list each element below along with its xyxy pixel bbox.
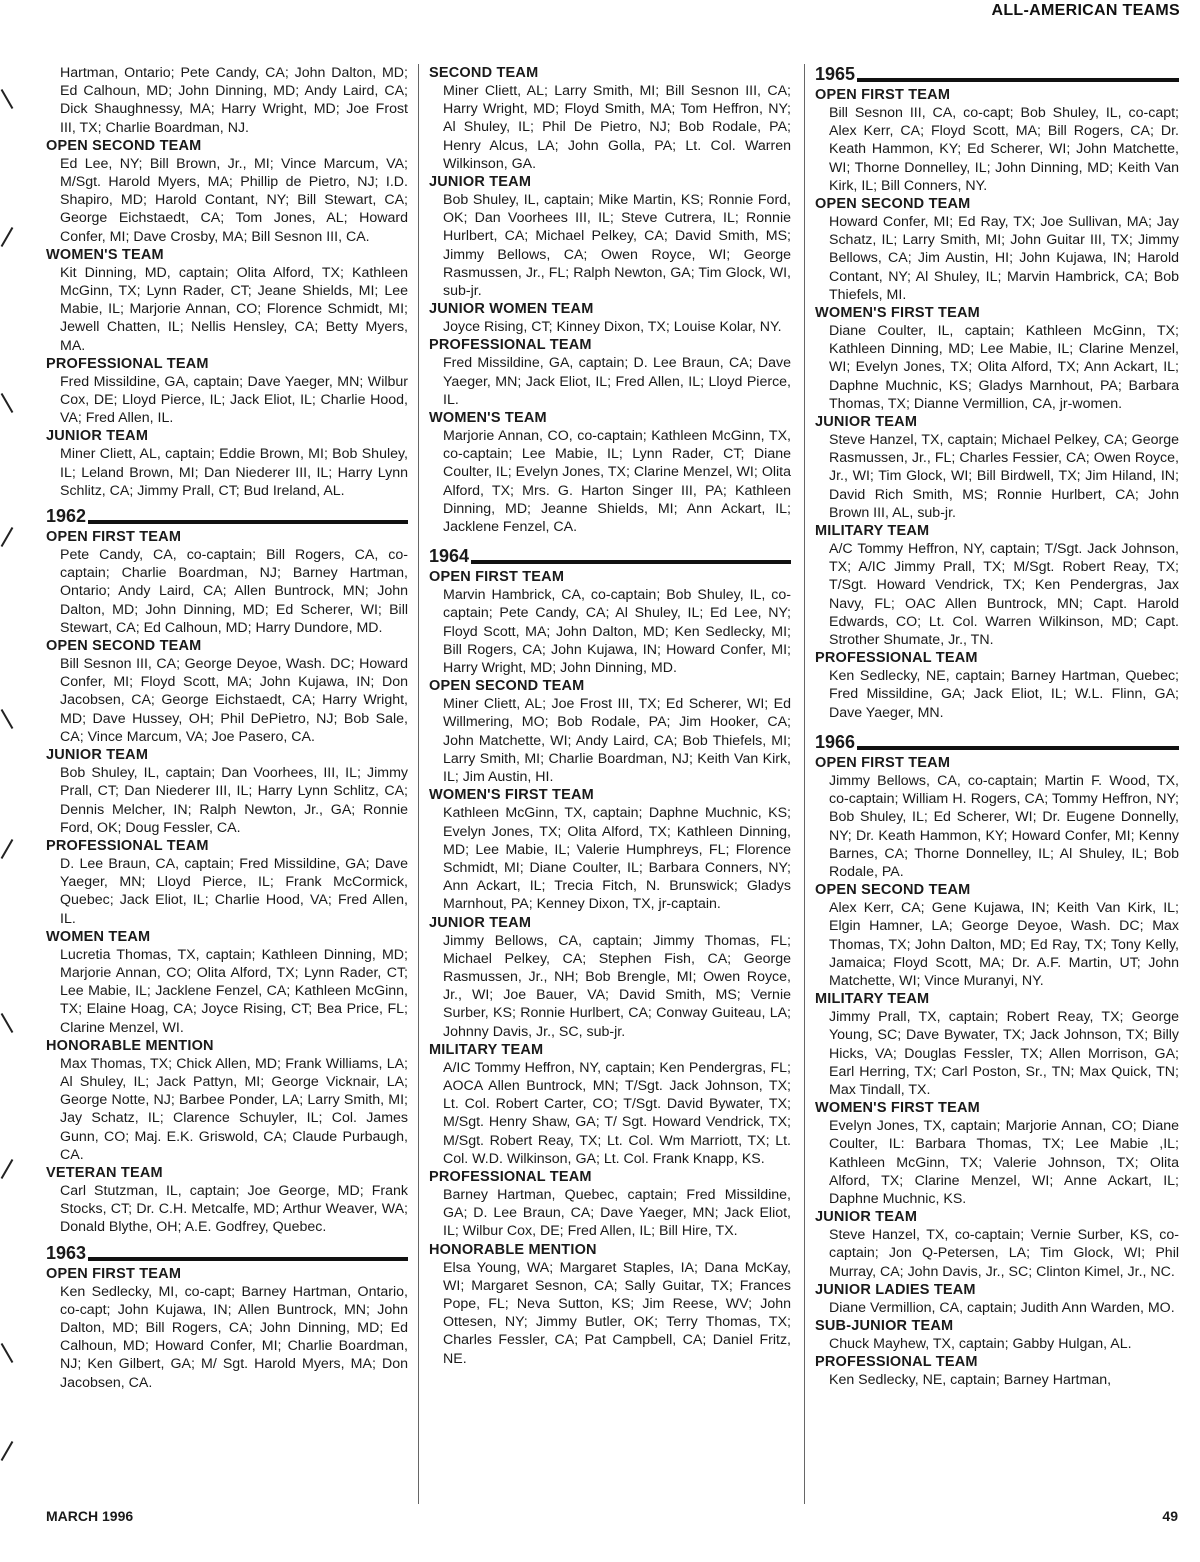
margin-mark	[1, 527, 14, 547]
team-heading: JUNIOR TEAM	[815, 414, 918, 431]
sections-1963-a	[46, 1265, 408, 1392]
team-heading: MILITARY TEAM	[815, 991, 930, 1008]
team-heading: PROFESSIONAL TEAM	[815, 1354, 978, 1371]
team-roster: Joyce Rising, CT; Kinney Dixon, TX; Louise Kolar, NY.	[443, 319, 782, 336]
team-heading: MILITARY TEAM	[815, 523, 930, 540]
year-label: 1965	[815, 64, 856, 84]
team-heading: PROFESSIONAL TEAM	[46, 837, 209, 854]
team-roster: Chuck Mayhew, TX, captain; Gabby Hulgan, AL.	[829, 1335, 1132, 1352]
team-roster: A/IC Tommy Heffron, NY, captain; Ken Pendergras, FL; AOCA Allen Buntrock, MN; T/Sgt. Jack Johnson, TX; Lt. Col. Robert Carter, CO; T/Sgt. David Bywater, TX; M/Sgt. Henry Shaw, GA; T/ Sgt. Howard Vendrick, TX; M/Sgt. Robert Reay, TX; Lt. Col. Wm Marriott, TX; Lt. Col. W.D. Wilkinson, GA; Lt. Col. Frank Knapp, KS.	[443, 1059, 791, 1167]
team-roster: Elsa Young, WA; Margaret Staples, IA; Dana McKay, WI; Margaret Sesnon, CA; Sally Guitar, TX; Frances Pope, FL; Neva Sutton, KS; Jim Reese, WV; John Ottesen, NY; Jimmy Butler, OK; Terry Thomas, TX; Charles Fessler, CA; Pat Campbell, CA; Daniel Fritz, NE.	[443, 1259, 791, 1367]
team-heading: OPEN SECOND TEAM	[429, 678, 585, 695]
team-roster: Steve Hanzel, TX, captain; Michael Pelkey, CA; George Rasmussen, Jr., FL; Charles Fessier, CA; Owen Royce, Jr., WI; Tim Glock, WI; Bill Birdwell, TX; Jim Hiland, IN; David Rich Smith, MS; Ronnie Hurlbert, CA; John Brown III, AL, sub-jr.	[829, 432, 1179, 521]
year-label: 1964	[429, 546, 470, 567]
team-roster: Marvin Hambrick, CA, co-captain; Bob Shuley, IL, co-captain; Pete Candy, CA; Al Shuley, IL; Ed Lee, NY; Floyd Scott, MA; John Dalton, MD; Ken Sedlecky, MI; Bill Rogers, CA; John Kujawa, IN; Howard Confer, MI; Harry Wright, MD; John Dinning, MD.	[443, 587, 791, 677]
team-heading: WOMEN'S TEAM	[46, 246, 164, 263]
sections-1966	[815, 754, 1179, 1389]
column-1	[46, 64, 408, 1392]
year-heading-1965	[815, 64, 1179, 84]
year-rule	[471, 560, 791, 564]
sections-1963-b	[429, 64, 791, 536]
year-rule	[88, 520, 408, 524]
team-roster: Max Thomas, TX; Chick Allen, MD; Frank Williams, LA; Al Shuley, IL; Jack Pattyn, MI; George Vicknair, LA; George Notte, NJ; Barbee Ponder, LA; Larry Smith, MI; Jay Schatz, IL; Clarence Schuyler, IL; Col. James Gunn, CO; Maj. E.K. Griswold, CA; Claude Purbaugh, CA.	[60, 1055, 408, 1163]
column-2	[429, 64, 791, 1368]
team-heading: OPEN SECOND TEAM	[46, 137, 202, 154]
team-heading: OPEN SECOND TEAM	[46, 638, 202, 655]
column-3	[815, 64, 1179, 1389]
team-heading: PROFESSIONAL TEAM	[429, 1168, 592, 1185]
margin-mark	[1, 1159, 14, 1179]
team-heading: OPEN FIRST TEAM	[46, 1265, 182, 1282]
margin-mark	[1, 839, 14, 859]
team-heading: MILITARY TEAM	[429, 1041, 544, 1058]
team-roster: Bob Shuley, IL, captain; Mike Martin, KS; Ronnie Ford, OK; Dan Voorhees III, IL; Steve Cutrera, IL; Ronnie Hurlbert, CA; Michael Pelkey, CA; David Smith, MS; Jimmy Bellows, CA; Owen Royce, WI; George Rasmussen, Jr., FL; Ralph Newton, GA; Tim Glock, WI, sub-jr.	[443, 192, 791, 300]
team-heading: WOMEN'S TEAM	[429, 410, 547, 427]
team-roster: Ed Lee, NY; Bill Brown, Jr., MI; Vince Marcum, VA; M/Sgt. Harold Myers, MA; Phillip de Pietro, NJ; I.D. Shapiro, MD; Harold Contant, NY; Bill Stewart, CA; George Eichstaedt, CA; Tom Jones, AL; Howard Confer, MI; Dave Crosby, MA; Bill Sesnon III, CA.	[60, 155, 408, 245]
team-heading: WOMEN'S FIRST TEAM	[815, 1100, 980, 1117]
sections-1965	[815, 86, 1179, 722]
team-roster: Miner Cliett, AL; Joe Frost III, TX; Ed Scherer, WI; Ed Willmering, MO; Bob Rodale, PA; Jim Hooker, CA; John Matchette, WI; Andy Laird, CA; Bob Thiefels, MI; Larry Smith, MI; Charlie Boardman, NJ; Keith Van Kirk, IL; Jim Austin, HI.	[443, 696, 791, 786]
team-heading: OPEN FIRST TEAM	[815, 754, 951, 771]
team-roster: Bob Shuley, IL, captain; Dan Voorhees, III, IL; Jimmy Prall, CT; Dan Niederer III, IL; Harry Lynn Schlitz, CA; Dennis Melcher, IN; Ralph Newton, Jr., GA; Ronnie Ford, OK; Doug Fessler, CA.	[60, 765, 408, 836]
sections-1962	[46, 528, 408, 1237]
team-heading: SUB-JUNIOR TEAM	[815, 1317, 954, 1334]
team-heading: JUNIOR WOMEN TEAM	[429, 301, 594, 318]
team-roster: Fred Missildine, GA, captain; D. Lee Braun, CA; Dave Yaeger, MN; Jack Eliot, IL; Fred Allen, IL; Lloyd Pierce, IL.	[443, 355, 791, 408]
year-rule	[88, 1257, 408, 1261]
team-heading: JUNIOR TEAM	[815, 1209, 918, 1226]
margin-mark	[1, 227, 14, 247]
team-roster: Evelyn Jones, TX, captain; Marjorie Annan, CO; Diane Coulter, IL: Barbara Thomas, TX; Lee Mabie ,IL; Kathleen McGinn, TX; Valerie Johnson, TX; Olita Alford, TX; Clarine Menzel, WI; Anne Ackart, IL; Daphne Muchnic, KS.	[829, 1118, 1179, 1207]
year-rule	[857, 746, 1179, 750]
team-heading: PROFESSIONAL TEAM	[429, 337, 592, 354]
team-heading: OPEN FIRST TEAM	[46, 529, 182, 546]
team-heading: WOMEN'S FIRST TEAM	[429, 787, 594, 804]
team-heading: VETERAN TEAM	[46, 1164, 163, 1181]
team-heading: WOMEN'S FIRST TEAM	[815, 305, 980, 322]
margin-mark	[1, 89, 14, 109]
team-heading: JUNIOR TEAM	[429, 174, 532, 191]
team-heading: OPEN FIRST TEAM	[815, 87, 951, 103]
footer-issue: MARCH 1996	[46, 1508, 134, 1524]
team-roster: Jimmy Bellows, CA, co-captain; Martin F. Wood, TX, co-captain; William H. Rogers, CA; Tommy Heffron, NY; Bob Shuley, IL; Ed Scherer, WI; Dr. Eugene Donnelly, NY; Dr. Keath Hammon, KY; Howard Confer, MI; Kenny Barnes, CA; Thorne Donnelley, IL; Al Shuley, IL; Bob Rodale, PA.	[829, 772, 1179, 880]
year-heading-1966	[815, 732, 1179, 752]
team-roster: Ken Sedlecky, MI, co-capt; Barney Hartman, Ontario, co-capt; John Kujawa, IN; Allen Buntrock, MN; John Dalton, MD; Bill Rogers, CA; John Dinning, MD; Ed Calhoun, MD; Howard Confer, MI; Charlie Boardman, NJ; Ken Gilbert, GA; M/ Sgt. Harold Myers, MA; Don Jacobsen, CA.	[60, 1283, 408, 1391]
team-roster: Lucretia Thomas, TX, captain; Kathleen Dinning, MD; Marjorie Annan, CO; Olita Alford, TX; Lynn Rader, CT; Lee Mabie, IL; Jacklene Fenzel, CA; Kathleen McGinn, TX; Elaine Hoag, CA; Joyce Rising, CT; Bea Price, FL; Clarine Menzel, WI.	[60, 946, 408, 1036]
team-heading: JUNIOR TEAM	[46, 747, 149, 764]
team-roster: Ken Sedlecky, NE, captain; Barney Hartman, Quebec; Fred Missildine, GA; Jack Eliot, IL; W.L. Flinn, GA; Dave Yaeger, MN.	[829, 668, 1179, 721]
team-heading: PROFESSIONAL TEAM	[815, 650, 978, 667]
year-label: 1962	[46, 506, 87, 527]
year-heading-1963	[46, 1243, 408, 1263]
year-heading-1962	[46, 506, 408, 526]
margin-mark	[1, 1343, 14, 1363]
team-roster: Marjorie Annan, CO, co-captain; Kathleen McGinn, TX, co-captain; Lee Mabie, IL; Lynn Rader, CT; Diane Coulter, IL; Evelyn Jones, TX; Clarine Menzel, WI; Olita Alford, TX; Mrs. G. Harton Singer III, PA; Kathleen Dinning, MD; Jeanne Shields, MI; Ann Ackart, IL; Jacklene Fenzel, CA.	[443, 428, 791, 536]
team-heading: PROFESSIONAL TEAM	[46, 355, 209, 372]
team-roster: Pete Candy, CA, co-captain; Bill Rogers, CA, co-captain; Charlie Boardman, NJ; Barney Hartman, Ontario; Andy Laird, CA; Allen Buntrock, MN; John Dalton, MD; John Dinning, MD; Ed Scherer, WI; Bill Stewart, CA; Ed Calhoun, MD; Harry Dundore, MD.	[60, 547, 408, 636]
team-heading: JUNIOR LADIES TEAM	[815, 1281, 976, 1298]
page-number: 49	[1162, 1508, 1178, 1524]
team-roster: Jimmy Prall, TX, captain; Robert Reay, TX; George Young, SC; Dave Bywater, TX; Jack Johnson, TX; Billy Hicks, VA; Douglas Fessler, TX; Allen Morrison, GA; Earl Herring, TX; Carl Poston, Sr., TN; Max Quick, TN; Max Tindall, TX.	[829, 1009, 1179, 1098]
team-heading: JUNIOR TEAM	[46, 428, 149, 445]
margin-mark	[1, 1441, 14, 1461]
team-roster: Bill Sesnon III, CA, co-capt; Bob Shuley, IL, co-capt; Alex Kerr, CA; Floyd Scott, MA; Bill Rogers, CA; Dr. Keath Hammon, KY; Ed Scherer, WI; John Matchette, WI; Thorne Donnelley, IL; John Dinning, MD; Keith Van Kirk, IL; Bill Conners, NY.	[829, 105, 1179, 194]
team-heading: JUNIOR TEAM	[429, 914, 532, 931]
year-label: 1963	[46, 1242, 87, 1263]
team-heading: OPEN SECOND TEAM	[815, 196, 971, 213]
team-roster: Howard Confer, MI; Ed Ray, TX; Joe Sullivan, MA; Jay Schatz, IL; Larry Smith, MI; John Guitar III, TX; Jimmy Bellows, CA; Jim Austin, HI; John Kujawa, IN; Harold Contant, NY; Al Shuley, IL; Marvin Hambrick, CA; Bob Thiefels, MI.	[829, 214, 1179, 303]
year-heading-1964	[429, 546, 791, 566]
team-roster: Kit Dinning, MD, captain; Olita Alford, TX; Kathleen McGinn, TX; Lynn Rader, CT; Jeane Shields, MI; Lee Mabie, IL; Marjorie Annan, CO; Florence Schmidt, MI; Jewell Chatten, IL; Nellis Hensley, CA; Betty Myers, MA.	[60, 264, 408, 354]
team-heading: SECOND TEAM	[429, 65, 539, 81]
sections-1961	[46, 137, 408, 500]
team-roster: Kathleen McGinn, TX, captain; Daphne Muchnic, KS; Evelyn Jones, TX; Olita Alford, TX; Kathleen Dinning, MD; Lee Mabie, IL; Valerie Humphreys, FL; Florence Schmidt, MI; Diane Coulter, IL; Barbara Conners, NY; Ann Ackart, IL; Trecia Fitch, N. Brunswick; Gladys Marnhout, PA; Kenney Dixon, TX, jr-captain.	[443, 805, 791, 913]
team-roster: Carl Stutzman, IL, captain; Joe George, MD; Frank Stocks, CT; Dr. C.H. Metcalfe, MD; Arthur Weaver, WA; Donald Blythe, OH; A.E. Godfrey, Quebec.	[60, 1182, 408, 1236]
team-heading: OPEN FIRST TEAM	[429, 569, 565, 586]
continued-text: Hartman, Ontario; Pete Candy, CA; John Dalton, MD; Ed Calhoun, MD; John Dinning, MD; Andy Laird, CA; Dick Shaughnessy, MA; Harry Wright, MD; Joe Frost III, TX; Charlie Boardman, NJ.	[60, 65, 408, 136]
year-label: 1966	[815, 731, 856, 752]
team-roster: A/C Tommy Heffron, NY, captain; T/Sgt. Jack Johnson, TX; A/IC Jimmy Prall, TX; M/Sgt. Robert Reay, TX; T/Sgt. Howard Vendrick, TX; Ken Pendergras, Jax Navy, FL; OAC Allen Buntrock, MN; Capt. Harold Edwards, CO; Lt. Col. Warren Wilkinson, MD; Capt. Strother Shumate, Jr., TN.	[829, 541, 1179, 649]
team-roster: Diane Coulter, IL, captain; Kathleen McGinn, TX; Kathleen Dinning, MD; Lee Mabie, IL; Clarine Menzel, WI; Evelyn Jones, TX; Olita Alford, TX; Ann Ackart, IL; Daphne Muchnic, KS; Gladys Marnhout, PA; Barbara Thomas, TX; Dianne Vermillion, CA, jr-women.	[829, 323, 1179, 412]
team-roster: Bill Sesnon III, CA; George Deyoe, Wash. DC; Howard Confer, MI; Floyd Scott, MA; John Kujawa, IN; Don Jacobsen, CA; George Eichstaedt, CA; Harry Wright, MD; Dave Hussey, OH; Phil DePietro, NJ; Bob Sale, CA; Vince Marcum, VA; Joe Pasero, CA.	[60, 656, 408, 745]
team-roster: Alex Kerr, CA; Gene Kujawa, IN; Keith Van Kirk, IL; Elgin Hamner, LA; George Deyoe, Wash. DC; Max Thomas, TX; John Dalton, MD; Ed Ray, TX; Tony Kelly, Jamaica; Floyd Scott, MA; Dr. A.F. Martin, UT; John Matchette, WI; Vince Muranyi, NY.	[829, 900, 1179, 989]
running-header: ALL-AMERICAN TEAMS	[991, 2, 1180, 19]
year-rule	[857, 78, 1179, 82]
team-roster: Barney Hartman, Quebec, captain; Fred Missildine, GA; D. Lee Braun, CA; Dave Yaeger, MN; Jack Eliot, IL; Wilbur Cox, DE; Fred Allen, IL; Bill Hire, TX.	[443, 1186, 791, 1240]
team-roster: Diane Vermillion, CA, captain; Judith Ann Warden, MO.	[829, 1299, 1175, 1316]
team-roster: Miner Cliett, AL, captain; Eddie Brown, MI; Bob Shuley, IL; Leland Brown, MI; Dan Niederer III, IL; Harry Lynn Schlitz, CA; Jimmy Prall, CT; Bud Ireland, AL.	[60, 446, 408, 499]
team-heading: HONORABLE MENTION	[429, 1241, 597, 1258]
column-divider	[418, 64, 419, 1504]
column-divider	[804, 64, 805, 1504]
margin-mark	[1, 393, 14, 413]
team-roster: Miner Cliett, AL; Larry Smith, MI; Bill Sesnon III, CA; Harry Wright, MD; Floyd Smith, MA; Tom Heffron, NY; Al Shuley, IL; Phil De Pietro, NJ; Bob Rodale, PA; Henry Alcus, LA; John Golla, PA; Lt. Col. Warren Wilkinson, GA.	[443, 83, 791, 172]
team-roster: Steve Hanzel, TX, co-captain; Vernie Surber, KS, co-captain; Jon Q-Petersen, LA; Tim Glock, WI; Phil Murray, CA; John Davis, Jr., SC; Clinton Kimel, Jr., NC.	[829, 1227, 1179, 1280]
margin-mark	[1, 1013, 14, 1033]
team-roster: Fred Missildine, GA, captain; Dave Yaeger, MN; Wilbur Cox, DE; Lloyd Pierce, IL; Jack Eliot, IL; Charlie Hood, VA; Fred Allen, IL.	[60, 373, 408, 427]
team-roster: Ken Sedlecky, NE, captain; Barney Hartman,	[829, 1372, 1112, 1389]
team-heading: OPEN SECOND TEAM	[815, 882, 971, 899]
team-heading: WOMEN TEAM	[46, 928, 151, 945]
team-roster: Jimmy Bellows, CA, captain; Jimmy Thomas, FL; Michael Pelkey, CA; Stephen Fish, CA; George Rasmussen, Jr., NH; Bob Brengle, MI; Owen Royce, Jr., WI; Joe Bauer, VA; David Smith, MS; Vernie Surber, KS; Ronnie Hurlbert, CA; Conway Guiteau, LA; Johnny Davis, Jr., SC, sub-jr.	[443, 932, 791, 1040]
sections-1964	[429, 568, 791, 1368]
team-heading: HONORABLE MENTION	[46, 1037, 214, 1054]
margin-mark	[1, 709, 14, 729]
team-roster: D. Lee Braun, CA, captain; Fred Missildine, GA; Dave Yaeger, MN; Lloyd Pierce, IL; Frank McCormick, Quebec; Jack Eliot, IL; Charlie Hood, VA; Fred Allen, IL.	[60, 855, 408, 927]
